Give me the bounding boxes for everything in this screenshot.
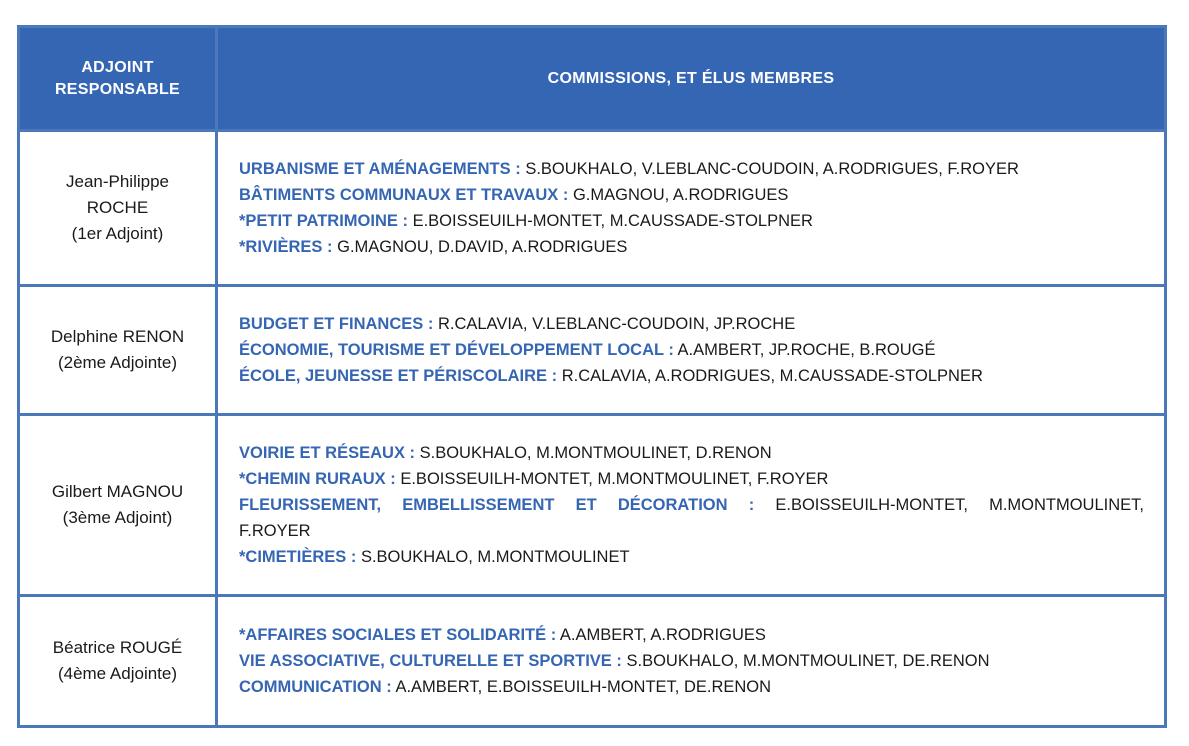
adjoint-cell [20,132,218,284]
commission-members: S.BOUKHALO, M.MONTMOULINET, D.RENON [419,444,772,462]
commission-line [239,544,1144,570]
commission-line [239,440,1144,466]
table-row [20,597,1164,725]
commission-members: E.BOISSEUILH-MONTET, M.MONTMOULINET, F.ROYER [239,496,1144,540]
commission-label: *AFFAIRES SOCIALES ET SOLIDARITÉ : [239,626,557,644]
commission-members: S.BOUKHALO, V.LEBLANC-COUDOIN, A.RODRIGUES, F.ROYER [525,160,1019,178]
commission-line [239,674,1144,700]
commission-label: *PETIT PATRIMOINE : [239,212,408,230]
adjoint-role: (2ème Adjointe) [57,353,178,372]
table-row [20,287,1164,416]
commissions-cell [218,132,1164,284]
adjoint-name: Béatrice ROUGÉ [52,638,183,657]
table-header [20,28,1164,132]
commission-line [239,622,1144,648]
commission-label: VOIRIE ET RÉSEAUX : [239,444,416,462]
commission-label: *CHEMIN RURAUX : [239,470,396,488]
commission-line [239,234,1144,260]
adjoint-name: Delphine RENON [50,327,185,346]
header-adjoint-line2: RESPONSABLE [54,80,181,98]
commission-line [239,492,1144,544]
commission-members: R.CALAVIA, A.RODRIGUES, M.CAUSSADE-STOLPNER [561,367,983,385]
header-commissions: COMMISSIONS, ET ÉLUS MEMBRES [547,69,835,87]
commission-members: A.AMBERT, A.RODRIGUES [559,626,766,644]
commission-members: S.BOUKHALO, M.MONTMOULINET, DE.RENON [626,652,990,670]
commission-members: G.MAGNOU, D.DAVID, A.RODRIGUES [337,238,628,256]
commission-line [239,466,1144,492]
commission-label: BÂTIMENTS COMMUNAUX ET TRAVAUX : [239,186,569,204]
adjoint-name: Gilbert MAGNOU [51,482,184,501]
commission-label: *RIVIÈRES : [239,238,333,256]
table-row [20,132,1164,287]
commission-line [239,156,1144,182]
adjoint-role: (1er Adjoint) [71,224,164,243]
commission-line [239,337,1144,363]
commission-label: COMMUNICATION : [239,678,392,696]
adjoint-cell [20,287,218,413]
adjoint-cell [20,597,218,725]
commission-line [239,311,1144,337]
header-adjoint-line1: ADJOINT [81,58,154,76]
commission-label: URBANISME ET AMÉNAGEMENTS : [239,160,521,178]
commission-members: A.AMBERT, E.BOISSEUILH-MONTET, DE.RENON [395,678,772,696]
commission-members: S.BOUKHALO, M.MONTMOULINET [360,548,630,566]
adjoint-name: ROCHE [86,198,149,217]
header-adjoint [20,28,218,129]
commission-members: A.AMBERT, JP.ROCHE, B.ROUGÉ [677,341,936,359]
commission-members: E.BOISSEUILH-MONTET, M.MONTMOULINET, F.ROYER [400,470,829,488]
commission-line [239,363,1144,389]
adjoint-cell [20,416,218,594]
commission-label: FLEURISSEMENT, EMBELLISSEMENT ET DÉCORATION : [239,496,755,514]
commissions-cell [218,287,1164,413]
commissions-cell [218,597,1164,725]
commission-members: E.BOISSEUILH-MONTET, M.CAUSSADE-STOLPNER [412,212,813,230]
commission-members: R.CALAVIA, V.LEBLANC-COUDOIN, JP.ROCHE [437,315,796,333]
commission-label: *CIMETIÈRES : [239,548,357,566]
adjoint-name: Jean-Philippe [65,172,169,191]
commission-line [239,182,1144,208]
adjoint-role: (4ème Adjointe) [57,664,178,683]
adjoint-role: (3ème Adjoint) [62,508,173,527]
commission-label: ÉCONOMIE, TOURISME ET DÉVELOPPEMENT LOCAL : [239,341,674,359]
commission-line [239,208,1144,234]
commissions-table [17,25,1167,728]
commission-members: G.MAGNOU, A.RODRIGUES [572,186,789,204]
commission-line [239,648,1144,674]
commission-label: ÉCOLE, JEUNESSE ET PÉRISCOLAIRE : [239,367,558,385]
commission-label: BUDGET ET FINANCES : [239,315,434,333]
commission-label: VIE ASSOCIATIVE, CULTURELLE ET SPORTIVE : [239,652,622,670]
commissions-cell [218,416,1164,594]
table-row [20,416,1164,597]
